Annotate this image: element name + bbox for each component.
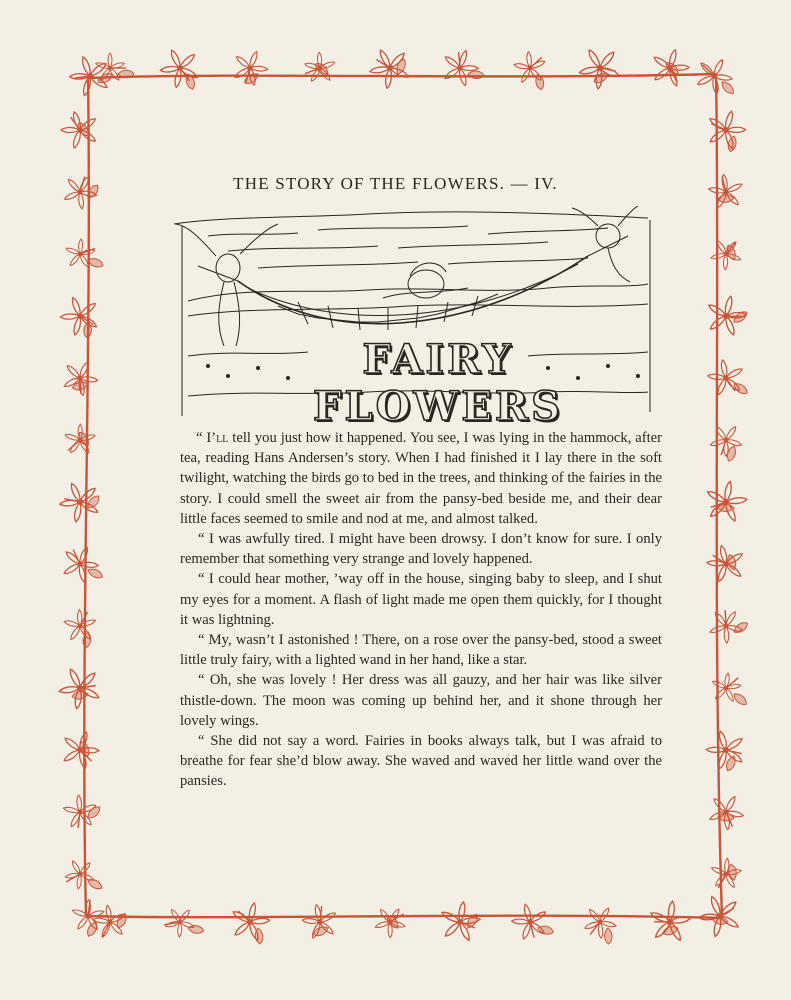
border-flower — [703, 541, 748, 585]
border-leaf — [468, 70, 485, 79]
border-leaf — [725, 445, 737, 463]
paragraph-5: “ Oh, she was lovely ! Her dress was all gauzy, and her hair was like silver thistle-down. The moon was coming up behind her, and it shone through her lovely wings. — [180, 672, 662, 729]
story-text — [180, 428, 662, 792]
border-flower — [59, 296, 98, 337]
illustration-caption: FAIRY FLOWERS — [313, 336, 563, 430]
border-flower — [62, 544, 100, 583]
border-leaf — [86, 567, 104, 581]
border-leaf — [732, 620, 750, 635]
border-twig — [725, 610, 726, 626]
paragraph-2: “ I was awfully tired. I might have been drowsy. I don’t know for sure. I only remember that something very strange and lovely happened. — [180, 531, 662, 568]
paragraph-1-rest: tell you just how it happened. You see, I was lying in the hammock, after tea, reading Hans Andersen’s story. When I had finished it I lay there in the soft twilight, watching the birds go to bed in the trees, and thinking of the fairies in the story. I could smell the sweet air from the pansy-bed beside me, and their dear little faces seemed to smile and nod at me, and almost talked. — [180, 430, 662, 527]
border-twig — [726, 316, 742, 317]
border-flower — [508, 900, 552, 943]
border-flower — [707, 235, 746, 275]
border-twig — [713, 555, 726, 564]
border-flower — [154, 40, 208, 94]
border-flower — [54, 725, 105, 776]
border-leaf — [86, 877, 104, 891]
border-leaf — [85, 494, 101, 511]
border-leaf — [718, 504, 734, 512]
border-flower — [59, 234, 100, 275]
page-title: THE STORY OF THE FLOWERS. — IV. — [233, 174, 558, 193]
border-twig — [726, 678, 738, 688]
border-flower — [702, 356, 750, 403]
border-flower — [367, 47, 412, 91]
paragraph-1 — [180, 428, 662, 529]
paragraph-1-open: “ I — [196, 430, 212, 446]
border-flower — [297, 901, 343, 946]
border-leaf — [187, 924, 204, 934]
border-flower — [53, 473, 108, 529]
border-leaf — [662, 924, 680, 936]
border-twig — [78, 812, 80, 828]
border-leaf — [85, 804, 102, 820]
border-flower — [56, 666, 103, 712]
paragraph-4: “ My, wasn’t I astonished ! There, on a rose over the pansy-bed, stood a sweet little truly fairy, with a lighted wand in her hand, like a star. — [180, 632, 662, 669]
border-flower — [435, 44, 484, 94]
paragraph-3: “ I could hear mother, ’way off in the house, singing baby to sleep, and I shut my eyes for a moment. A flash of light made me open them quickly, for I thought it was lightning. — [180, 571, 662, 628]
border-leaf — [312, 925, 330, 938]
border-twig — [530, 922, 534, 938]
border-flower — [162, 903, 199, 941]
border-flower — [55, 353, 103, 401]
border-flower — [571, 39, 627, 94]
border-flower — [89, 899, 133, 944]
border-leaf — [719, 79, 736, 96]
paragraph-6: “ She did not say a word. Fairies in books always talk, but I was afraid to breathe for fear she’d blow away. She waved and waved her little wand over the pansies. — [180, 733, 662, 790]
border-leaf — [727, 135, 738, 152]
border-flower — [698, 474, 753, 530]
border-flower — [579, 900, 623, 943]
border-leaf — [732, 691, 749, 707]
border-flower — [433, 895, 486, 949]
border-leaf — [83, 322, 91, 338]
border-leaf — [604, 928, 612, 944]
border-flower — [58, 605, 103, 649]
border-flower — [225, 898, 275, 947]
border-flower — [702, 105, 750, 152]
paragraph-1-smallcaps: ’ll — [211, 430, 229, 446]
border-flower — [705, 420, 744, 460]
